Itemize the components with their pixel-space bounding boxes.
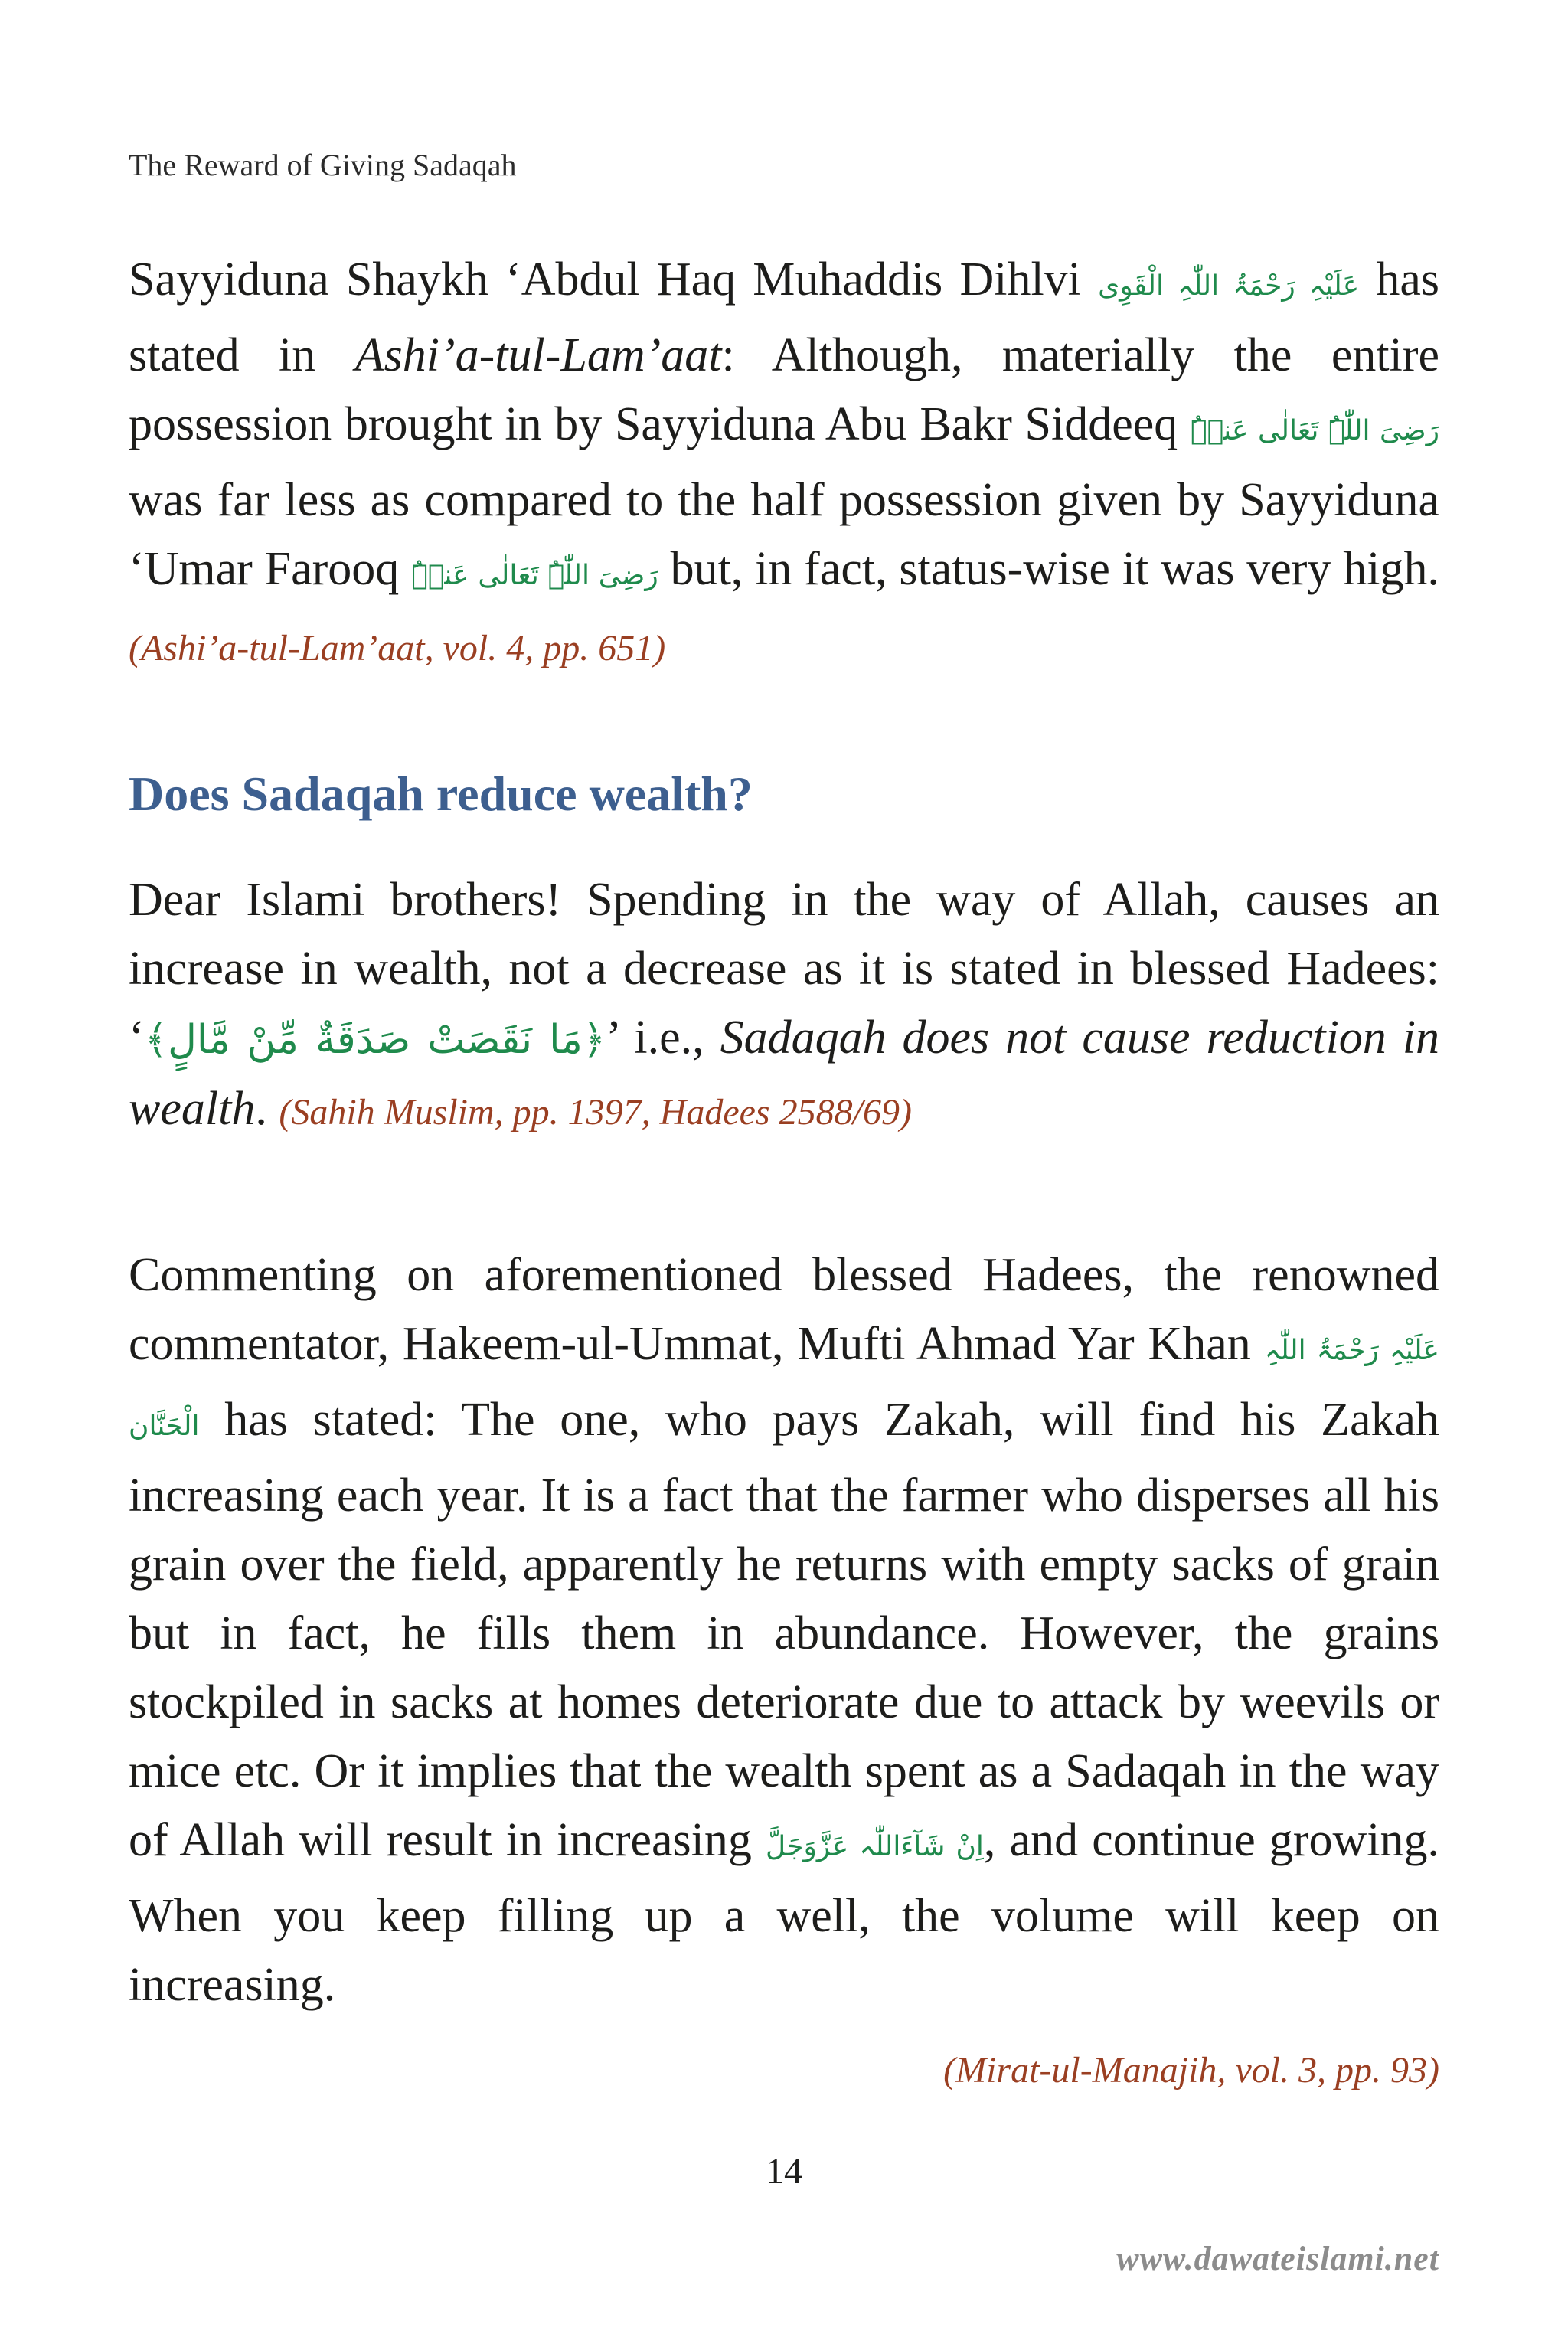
book-title: Ashi’a-tul-Lam’aat — [354, 329, 722, 381]
arabic-honorific: رَضِیَ اللّٰہُ تَعَالٰی عَنۡہُ — [411, 560, 658, 591]
para2-text-3: . — [255, 1083, 279, 1135]
para1-text-3: : Although, materially the entire possession brought in by Sayyiduna Abu Bakr Siddeeq — [129, 329, 1439, 450]
para1-text-4: was far less as compared to the half possession given by Sayyiduna ‘Umar Farooq — [129, 474, 1439, 595]
para3-text-1: Commenting on aforementioned blessed Hadees, the renowned commentator, Hakeem-ul-Ummat, Mufti Ahmad Yar Khan — [129, 1249, 1439, 1370]
para3-text-2: has stated: The one, who pays Zakah, will find his Zakah increasing each year. It is a fact that the farmer who disperses all his grain over the field, apparently he returns with empty sacks of grain but in fact, he fills them in abundance. However, the grains stockpiled in sacks at homes deteriorate due to attack by weevils or mice etc. Or it implies that the wealth spent as a Sadaqah in the way of Allah will result in increasing — [129, 1394, 1439, 1866]
reference-citation: (Sahih Muslim, pp. 1397, Hadees 2588/69) — [279, 1092, 912, 1133]
arabic-hadees-quote: ﴿مَا نَقَصَتْ صَدَقَةٌ مِّنْ مَّالٍ﴾ — [144, 1017, 606, 1063]
arabic-honorific: عَلَیْہِ رَحْمَۃُ اللّٰہِ الْقَوِی — [1098, 270, 1360, 302]
para2-text-2: ’ i.e., — [606, 1012, 720, 1064]
website-footer: www.dawateislami.net — [1116, 2240, 1439, 2277]
arabic-phrase: اِنْ شَآءَاللّٰہ عَزَّوَجَلَّ — [766, 1831, 984, 1862]
para1-text-2: has stated in — [129, 253, 1440, 381]
para3-text-3: , and continue growing. When you keep filling up a well, the volume will keep on increasing. — [129, 1814, 1439, 2011]
arabic-honorific: عَلَیْہِ رَحْمَۃُ اللّٰہِ الْحَنَّان — [129, 1335, 1439, 1442]
running-header: The Reward of Giving Sadaqah — [129, 148, 517, 182]
para1-text-5: but, in fact, status-wise it was very high. — [658, 543, 1439, 595]
paragraph-commentary — [129, 1241, 1439, 2019]
reference-citation: (Mirat-ul-Manajih, vol. 3, pp. 93) — [943, 2050, 1439, 2091]
section-heading: Does Sadaqah reduce wealth? — [129, 767, 753, 821]
hadees-translation: Sadaqah does not cause reduction in wealth — [129, 1012, 1439, 1135]
para2-text-1: Dear Islami brothers! Spending in the way of Allah, causes an increase in wealth, not a decrease as it is stated in blessed Hadees: ‘ — [129, 874, 1439, 1064]
reference-citation: (Ashi’a-tul-Lam’aat, vol. 4, pp. 651) — [129, 628, 666, 669]
paragraph-hadees — [129, 865, 1439, 1147]
page-number: 14 — [766, 2151, 802, 2192]
arabic-honorific: رَضِیَ اللّٰہُ تَعَالٰی عَنۡہُ — [1190, 415, 1439, 446]
para1-text-1: Sayyiduna Shaykh ‘Abdul Haq Muhaddis Dihlvi — [129, 253, 1099, 306]
paragraph-shaykh-abdul-haq — [129, 245, 1439, 683]
